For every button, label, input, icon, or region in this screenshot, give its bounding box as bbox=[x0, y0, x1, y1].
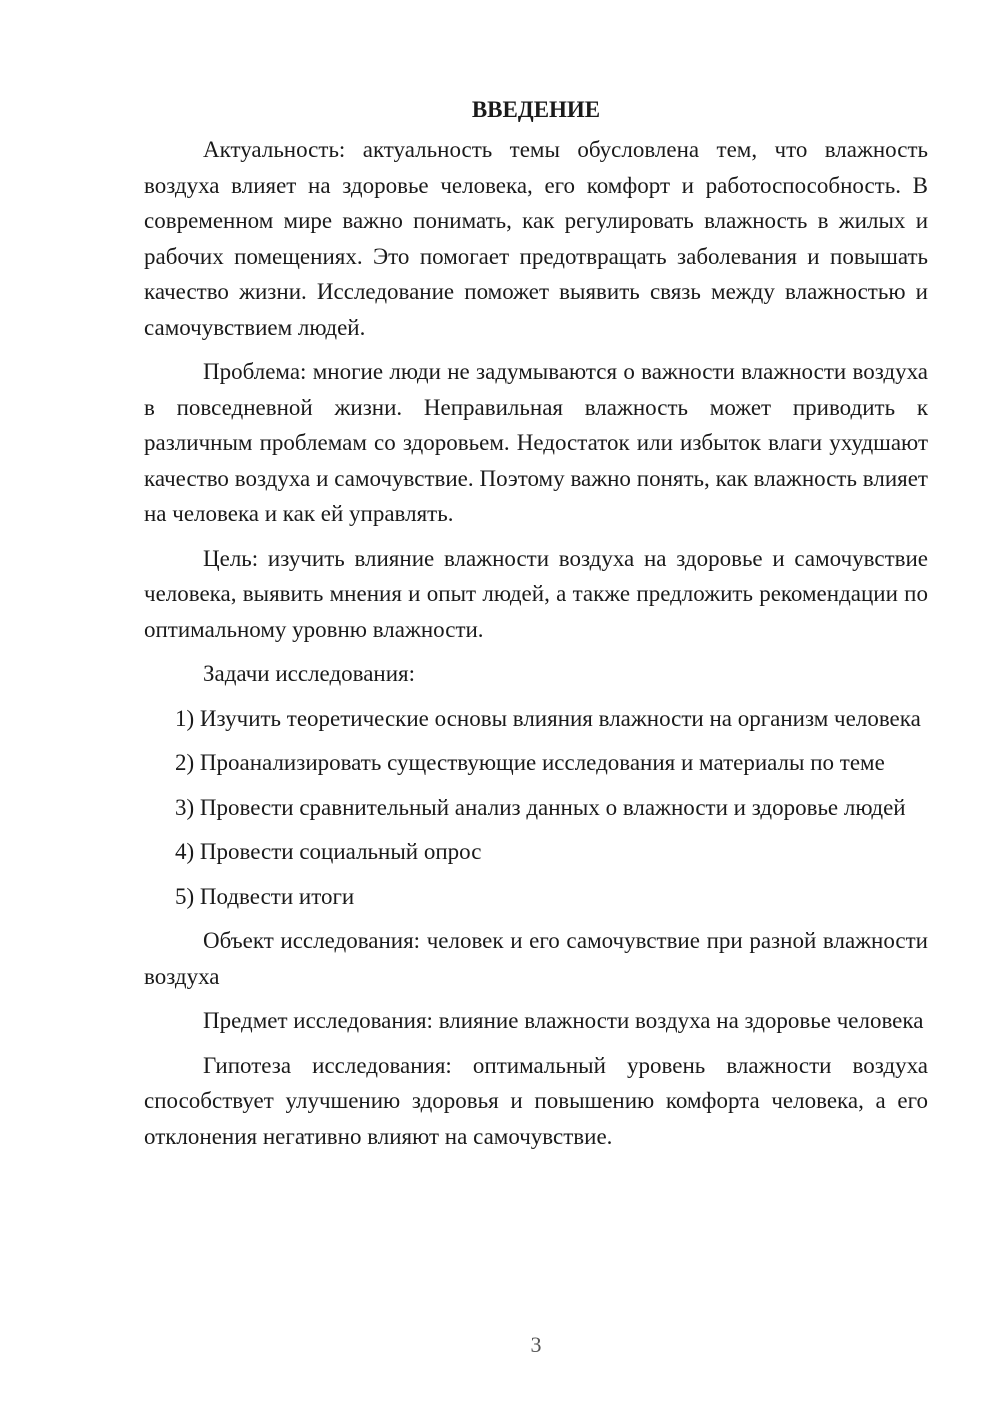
hypothesis-paragraph: Гипотеза исследования: оптимальный уровень влажности воздуха способствует улучшению здоровья и повышению комфорта человека, а его отклонения негативно влияют на самочувствие. bbox=[144, 1052, 928, 1149]
task-item: 1) Изучить теоретические основы влияния влажности на организм человека bbox=[175, 705, 921, 731]
task-item: 2) Проанализировать существующие исследования и материалы по теме bbox=[175, 750, 885, 775]
tasks-heading: Задачи исследования: bbox=[203, 661, 416, 686]
page-number: 3 bbox=[530, 1332, 542, 1357]
goal-paragraph: Цель: изучить влияние влажности воздуха на здоровье и самочувствие человека, выявить мнения и опыт людей, а также предложить рекомендации по оптимальному уровню влажности. bbox=[144, 545, 928, 642]
task-item: 3) Провести сравнительный анализ данных о влажности и здоровье людей bbox=[175, 794, 906, 820]
task-item: 4) Провести социальный опрос bbox=[175, 839, 482, 864]
relevance-paragraph: Актуальность: актуальность темы обусловлена тем, что влажность воздуха влияет на здоровье человека, его комфорт и работоспособность. В современном мире важно понимать, как регулировать влажность в жилых и рабочих помещениях. Это помогает предотвращать заболевания и повышать качество жизни. Исследование поможет выявить связь между влажностью и самочувствием людей. bbox=[144, 137, 928, 340]
page-content bbox=[144, 92, 928, 1163]
task-item: 5) Подвести итоги bbox=[175, 883, 355, 909]
section-title: ВВЕДЕНИЕ bbox=[471, 97, 601, 122]
research-object-paragraph: Объект исследования: человек и его самочувствие при разной влажности воздуха bbox=[144, 928, 928, 989]
research-subject-paragraph: Предмет исследования: влияние влажности воздуха на здоровье человека bbox=[203, 1008, 924, 1033]
problem-paragraph: Проблема: многие люди не задумываются о важности влажности воздуха в повседневной жизни. Неправильная влажность может приводить к различным проблемам со здоровьем. Недостаток или избыток влаги ухудшают качество воздуха и самочувствие. Поэтому важно понять, как влажность влияет на человека и как ей управлять. bbox=[144, 359, 928, 526]
